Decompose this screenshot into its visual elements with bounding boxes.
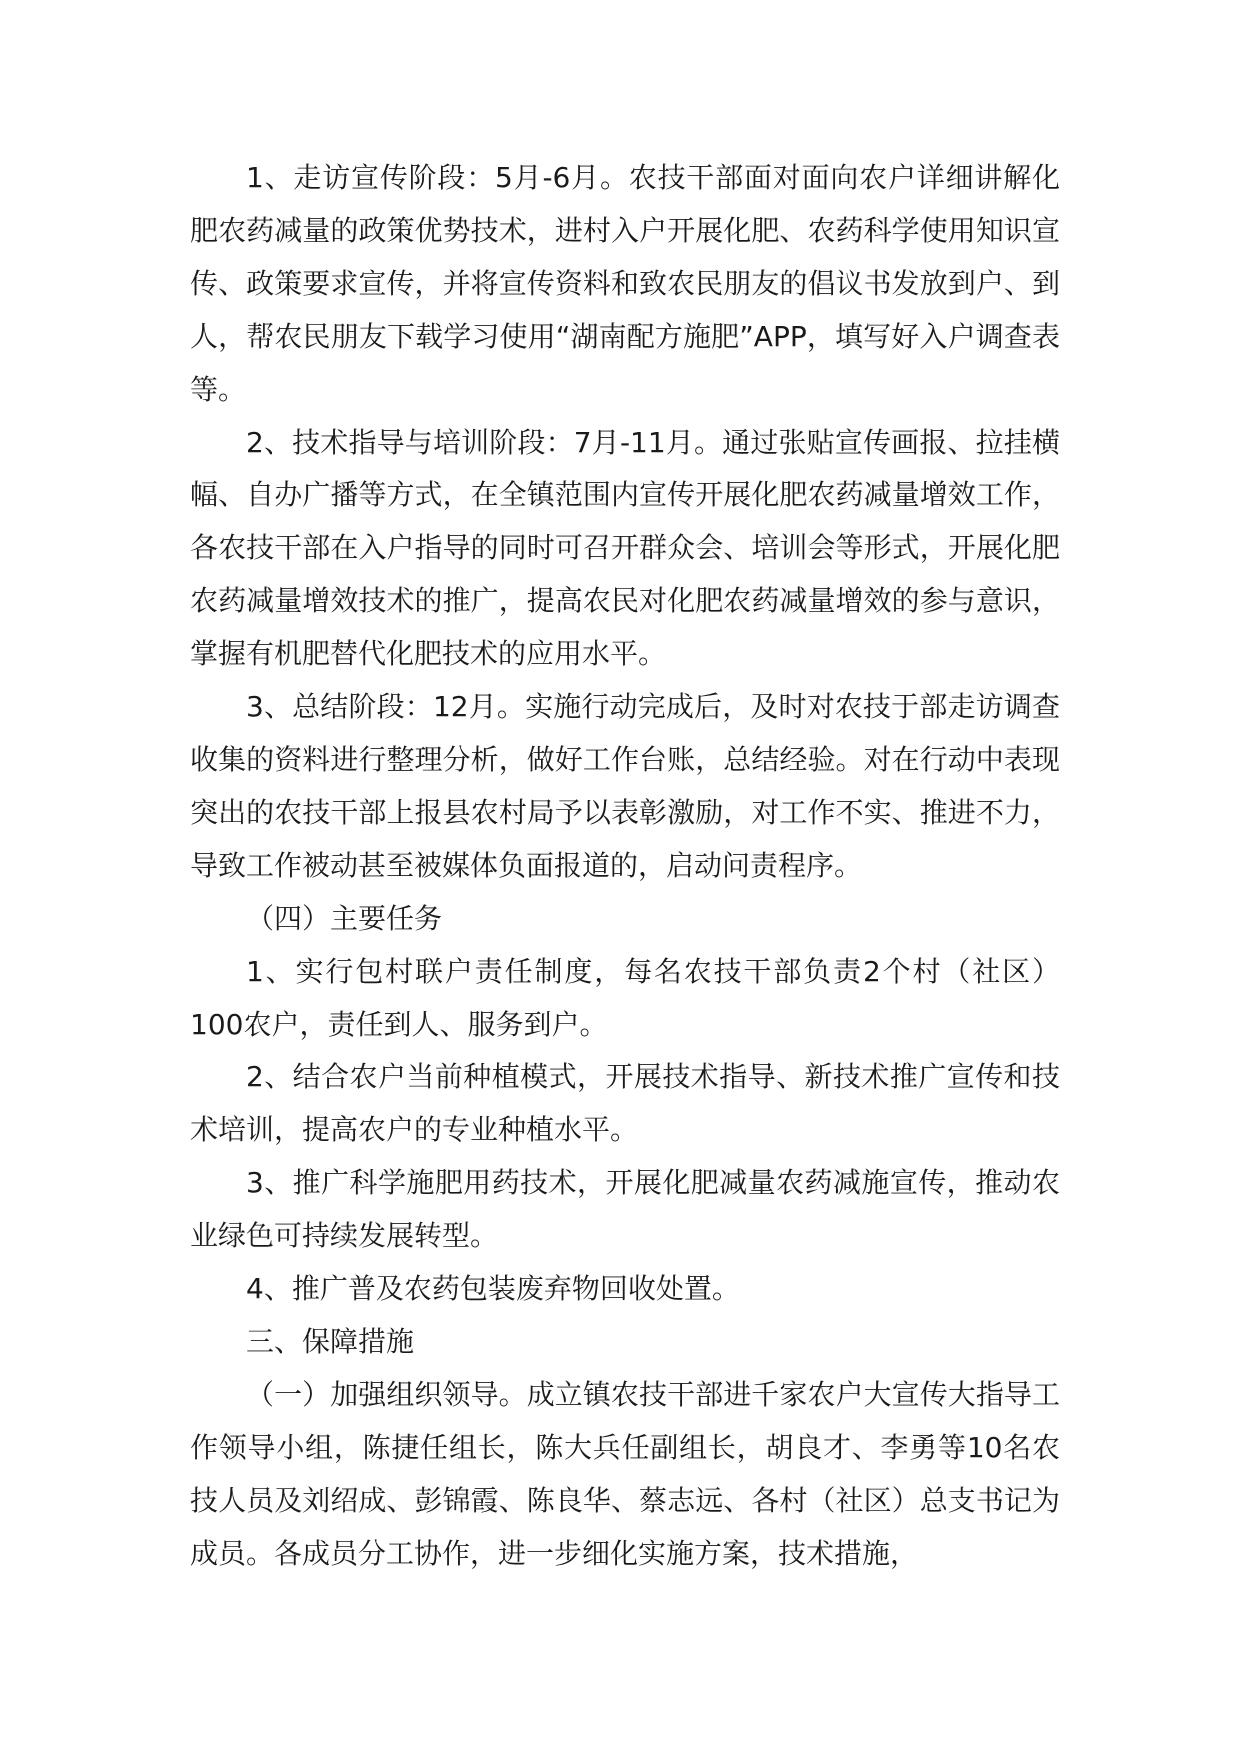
paragraph-task-4: 4、推广普及农药包装废弃物回收处置。 xyxy=(246,1272,740,1306)
paragraph-training-stage: 2、技术指导与培训阶段：7月-11月。通过张贴宣传画报、拉挂横幅、自办广播等方式，在全镇范围内宣传开展化肥农药减量增效工作，各农技干部在入户指导的同时可召开群众会、培训会等形式，开展化肥农药减量增效技术的推广，提高农民对化肥农药减量增效的参与意识，掌握有机肥替代化肥技术的应用水平。 xyxy=(190,425,1060,671)
paragraph-organization-leadership: （一）加强组织领导。成立镇农技干部进千家农户大宣传大指导工作领导小组，陈捷任组长，陈大兵任副组长，胡良才、李勇等10名农技人员及刘绍成、彭锦霞、陈良华、蔡志远、各村（社区）总支书记为成员。各成员分工协作，进一步细化实施方案，技术措施， xyxy=(190,1377,1060,1570)
section-heading-safeguards: 三、保障措施 xyxy=(246,1324,415,1358)
paragraph-task-3: 3、推广科学施肥用药技术，开展化肥减量农药减施宣传，推动农业绿色可持续发展转型。 xyxy=(190,1166,1060,1253)
document-page xyxy=(190,152,1060,1580)
paragraph-task-2: 2、结合农户当前种植模式，开展技术指导、新技术推广宣传和技术培训，提高农户的专业种植水平。 xyxy=(190,1060,1060,1147)
paragraph-summary-stage: 3、总结阶段：12月。实施行动完成后，及时对农技于部走访调查收集的资料进行整理分析，做好工作台账，总结经验。对在行动中表现突出的农技干部上报县农村局予以表彰激励，对工作不实、推进不力，导致工作被动甚至被媒体负面报道的，启动问责程序。 xyxy=(190,690,1060,882)
paragraph-task-1: 1、实行包村联户责任制度，每名农技干部负责2个村（社区）100农户，责任到人、服务到户。 xyxy=(190,954,1060,1041)
section-heading-main-tasks: （四）主要任务 xyxy=(246,901,443,935)
paragraph-visit-stage: 1、走访宣传阶段：5月-6月。农技干部面对面向农户详细讲解化肥农药减量的政策优势技术，进村入户开展化肥、农药科学使用知识宣传、政策要求宣传，并将宣传资料和致农民朋友的倡议书发放到户、到人，帮农民朋友下载学习使用“湖南配方施肥”APP，填写好入户调查表等。 xyxy=(190,161,1060,406)
